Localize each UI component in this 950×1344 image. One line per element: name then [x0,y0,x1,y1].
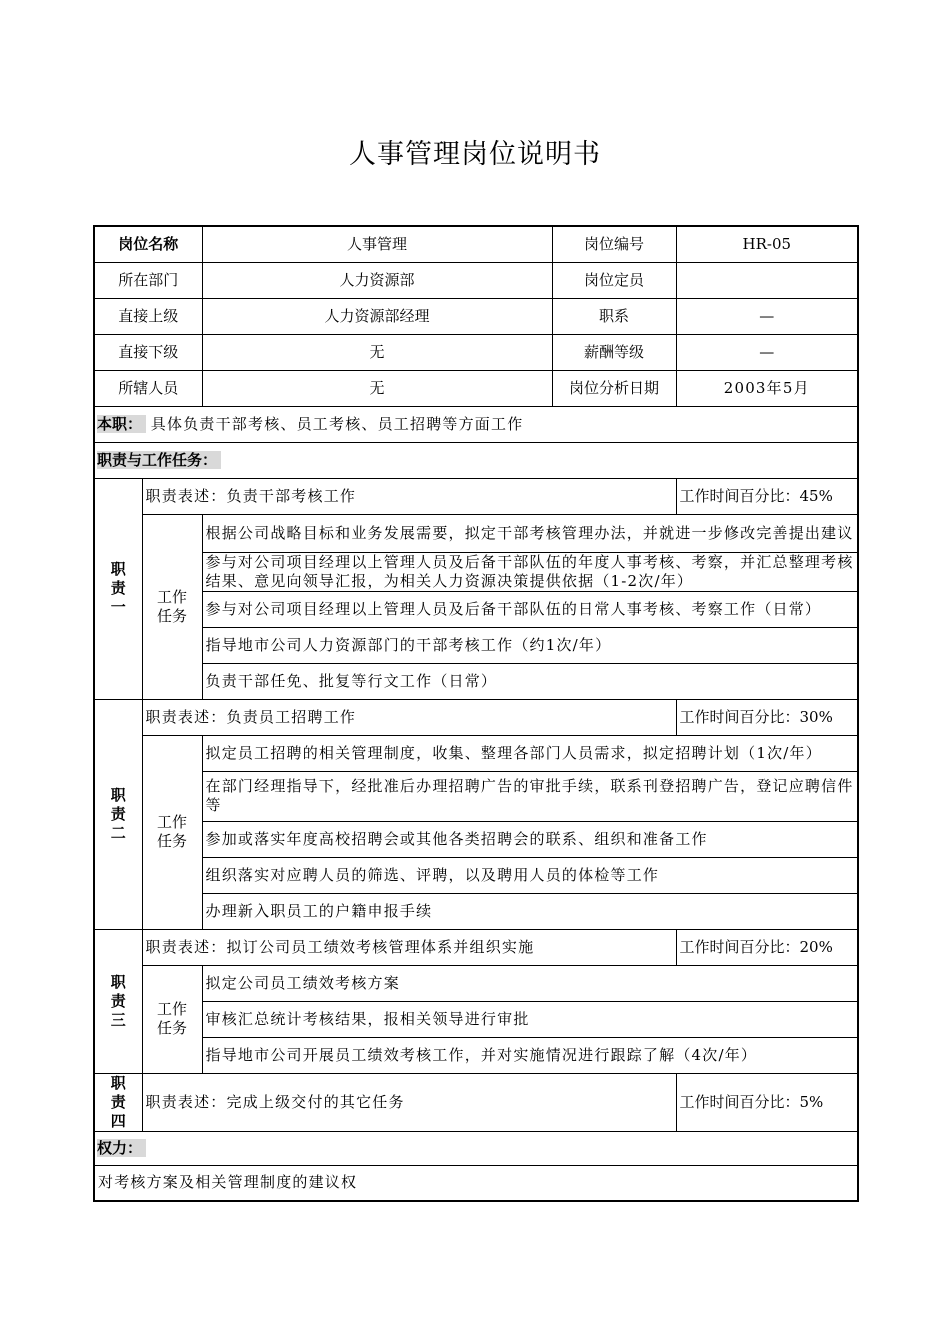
duty-label-text: 职责二 [110,785,126,842]
task-row [94,735,858,771]
main-duty-label: 本职： [97,415,146,433]
task-item: 拟定员工招聘的相关管理制度，收集、整理各部门人员需求，拟定招聘计划（1次/年） [202,735,858,771]
task-item: 组织落实对应聘人员的筛选、评聘，以及聘用人员的体检等工作 [202,857,858,893]
department-value: 人力资源部 [202,262,552,298]
task-row [94,857,858,893]
info-row [94,370,858,406]
info-row [94,298,858,334]
position-name-value: 人事管理 [202,226,552,262]
job-description-table [93,225,859,1202]
position-code-value: HR-05 [676,226,858,262]
duty-description: 职责表述：负责员工招聘工作 [142,699,676,735]
task-row [94,514,858,552]
duty-time-percent: 工作时间百分比：30% [676,699,858,735]
task-row [94,591,858,627]
task-item: 在部门经理指导下，经批准后办理招聘广告的审批手续，联系刊登招聘广告，登记应聘信件等 [202,771,858,821]
task-item: 指导地市公司开展员工绩效考核工作，并对实施情况进行跟踪了解（4次/年） [202,1037,858,1073]
superior-value: 人力资源部经理 [202,298,552,334]
task-item: 参与对公司项目经理以上管理人员及后备干部队伍的日常人事考核、考察工作（日常） [202,591,858,627]
main-duty-row [94,406,858,442]
task-label-text: 工作任务 [157,813,188,850]
duty-label [94,929,142,1073]
job-family-value: — [676,298,858,334]
duty-description-row [94,1073,858,1131]
task-label [142,735,202,929]
task-row [94,821,858,857]
managed-staff-label: 所辖人员 [94,370,202,406]
task-label [142,965,202,1073]
duty-description-row [94,929,858,965]
authority-header-row [94,1131,858,1165]
info-row [94,334,858,370]
authority-text: 对考核方案及相关管理制度的建议权 [94,1165,858,1201]
job-family-label: 职系 [552,298,676,334]
task-item: 参加或落实年度高校招聘会或其他各类招聘会的联系、组织和准备工作 [202,821,858,857]
headcount-label: 岗位定员 [552,262,676,298]
duty-label [94,699,142,929]
task-item: 负责干部任免、批复等行文工作（日常） [202,663,858,699]
duty-label-text: 职责三 [110,972,126,1029]
duty-description-row [94,699,858,735]
managed-staff-value: 无 [202,370,552,406]
task-label [142,514,202,699]
duty-label [94,1073,142,1131]
main-duty-text: 具体负责干部考核、员工考核、员工招聘等方面工作 [150,414,524,433]
task-item: 审核汇总统计考核结果，报相关领导进行审批 [202,1001,858,1037]
duties-header: 职责与工作任务： [97,451,221,469]
task-label-text: 工作任务 [157,587,188,625]
duty-description: 职责表述：拟订公司员工绩效考核管理体系并组织实施 [142,929,676,965]
duty-description: 职责表述：负责干部考核工作 [142,478,676,514]
page-title: 人事管理岗位说明书 [349,139,601,170]
info-row [94,226,858,262]
info-row [94,262,858,298]
authority-label: 权力： [97,1139,146,1157]
task-row [94,1037,858,1073]
duty-description-row [94,478,858,514]
duty-description: 职责表述：完成上级交付的其它任务 [142,1073,676,1131]
department-label: 所在部门 [94,262,202,298]
task-row [94,965,858,1001]
task-row [94,893,858,929]
task-item: 拟定公司员工绩效考核方案 [202,965,858,1001]
superior-label: 直接上级 [94,298,202,334]
task-item: 指导地市公司人力资源部门的干部考核工作（约1次/年） [202,627,858,663]
task-item: 办理新入职员工的户籍申报手续 [202,893,858,929]
analysis-date-label: 岗位分析日期 [552,370,676,406]
duty-label [94,478,142,699]
task-row [94,1001,858,1037]
headcount-value [676,262,858,298]
authority-row [94,1165,858,1201]
subordinate-label: 直接下级 [94,334,202,370]
analysis-date-value: 2003年5月 [676,370,858,406]
position-code-label: 岗位编号 [552,226,676,262]
task-row [94,627,858,663]
task-item: 根据公司战略目标和业务发展需要，拟定干部考核管理办法，并就进一步修改完善提出建议 [202,514,858,552]
salary-grade-label: 薪酬等级 [552,334,676,370]
position-name-label: 岗位名称 [94,226,202,262]
task-row [94,663,858,699]
task-row [94,552,858,591]
duty-label-text: 职责四 [110,1073,126,1130]
duty-time-percent: 工作时间百分比：20% [676,929,858,965]
task-row [94,771,858,821]
task-label-text: 工作任务 [157,1000,188,1037]
salary-grade-value: — [676,334,858,370]
duty-label-text: 职责一 [110,560,126,616]
task-item: 参与对公司项目经理以上管理人员及后备干部队伍的年度人事考核、考察，并汇总整理考核结果、意见向领导汇报，为相关人力资源决策提供依据（1-2次/年） [202,552,858,591]
duty-time-percent: 工作时间百分比：5% [676,1073,858,1131]
subordinate-value: 无 [202,334,552,370]
duties-header-row [94,442,858,478]
duty-time-percent: 工作时间百分比：45% [676,478,858,514]
